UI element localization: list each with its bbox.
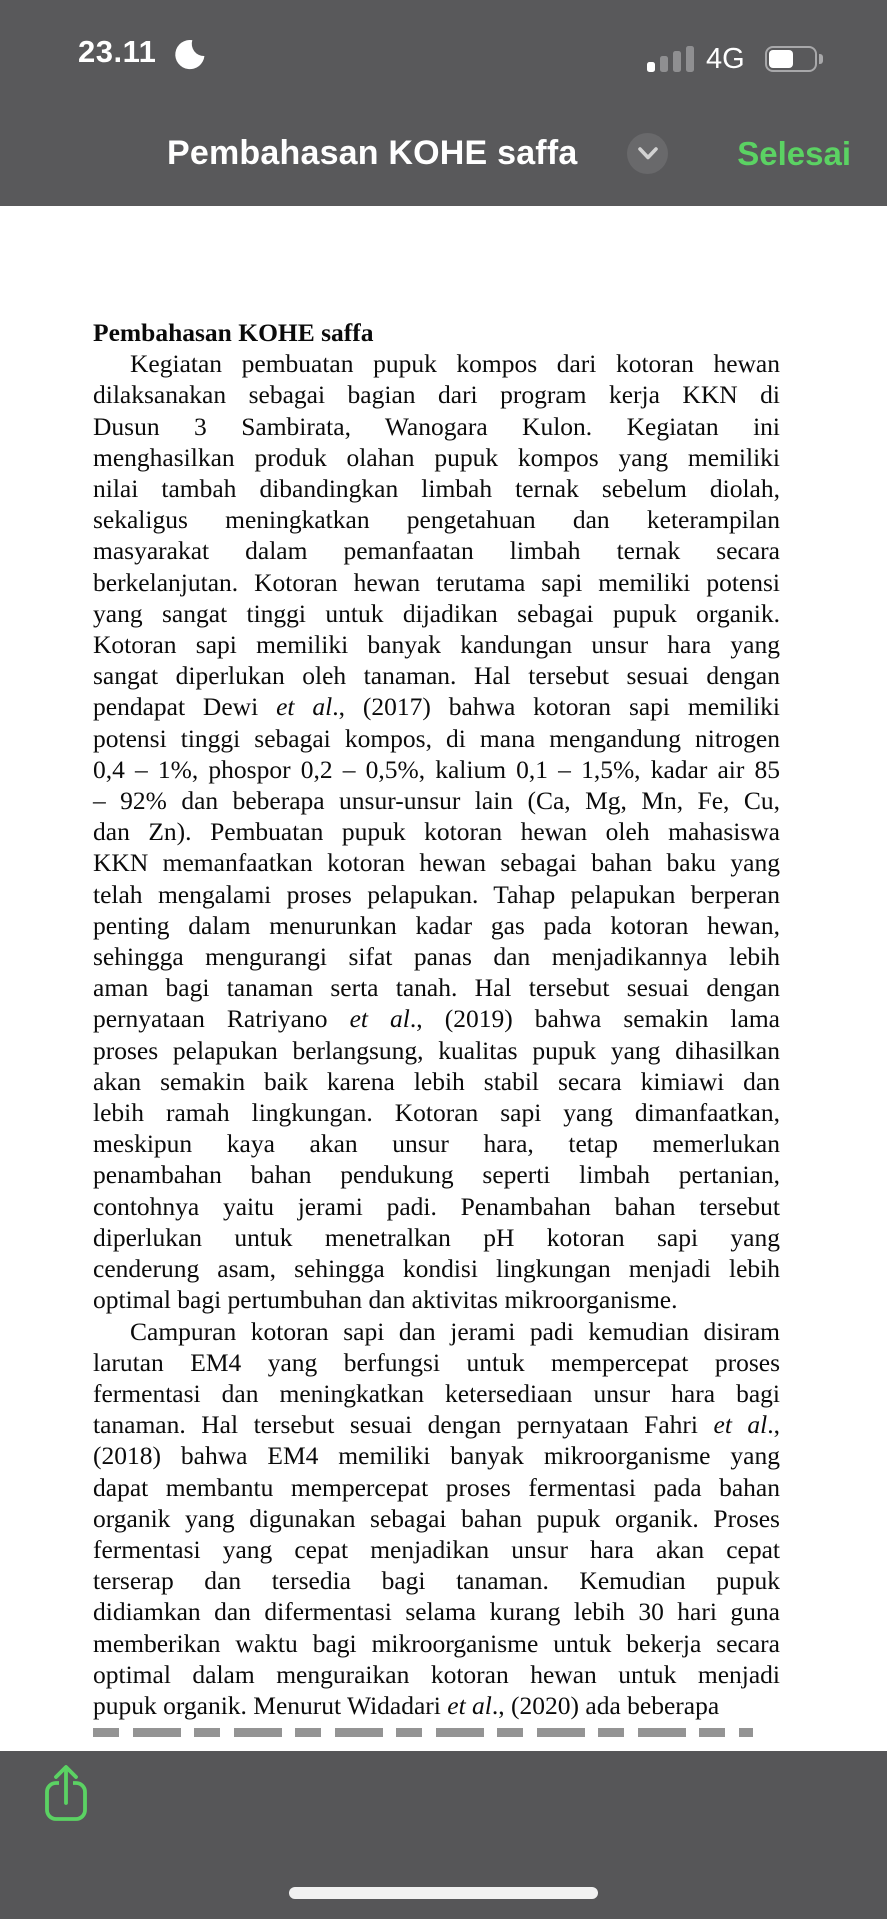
- signal-bar: [660, 56, 668, 72]
- doc-line: menghasilkan produk olahan pupuk kompos yang memiliki: [93, 442, 780, 472]
- doc-line: dilaksanakan sebagai bagian dari program kerja KKN di: [93, 380, 780, 410]
- status-time: 23.11: [78, 34, 157, 69]
- doc-line: tanaman. Hal tersebut sesuai dengan pernyataan Fahri et al.,: [93, 1410, 780, 1440]
- doc-line: terserap dan tersedia bagi tanaman. Kemudian pupuk: [93, 1566, 780, 1596]
- doc-line: fermentasi dan meningkatkan ketersediaan unsur hara bagi: [93, 1378, 780, 1408]
- doc-line: Campuran kotoran sapi dan jerami padi kemudian disiram: [130, 1316, 780, 1346]
- done-button[interactable]: Selesai: [737, 135, 851, 172]
- doc-line: berkelanjutan. Kotoran hewan terutama sapi memiliki potensi: [93, 567, 780, 597]
- doc-line: nilai tambah dibandingkan limbah ternak sebelum diolah,: [93, 474, 780, 504]
- share-button[interactable]: [42, 1763, 90, 1823]
- document-title: Pembahasan KOHE saffa: [167, 134, 578, 172]
- signal-bar: [647, 62, 655, 72]
- doc-heading: Pembahasan KOHE saffa: [93, 318, 374, 347]
- doc-line: telah mengalami proses pelapukan. Tahap pelapukan berperan: [93, 879, 780, 909]
- doc-line: lebih ramah lingkungan. Kotoran sapi yang dimanfaatkan,: [93, 1098, 780, 1128]
- doc-line: diperlukan untuk menetralkan pH kotoran sapi yang: [93, 1222, 780, 1252]
- doc-line: Kotoran sapi memiliki banyak kandungan unsur hara yang: [93, 630, 780, 660]
- focus-moon-icon: [172, 37, 208, 73]
- doc-line: – 92% dan beberapa unsur-unsur lain (Ca, Mg, Mn, Fe, Cu,: [93, 786, 780, 816]
- doc-line: aman bagi tanaman serta tanah. Hal tersebut sesuai dengan: [93, 973, 780, 1003]
- doc-line: sehingga mengurangi sifat panas dan menjadikannya lebih: [93, 942, 780, 972]
- doc-line: dan Zn). Pembuatan pupuk kotoran hewan oleh mahasiswa: [93, 817, 780, 847]
- battery-fill: [769, 50, 793, 68]
- doc-line: penambahan bahan pendukung seperti limbah pertanian,: [93, 1160, 780, 1190]
- doc-paragraphs: [93, 348, 780, 1721]
- battery-cap: [819, 54, 823, 64]
- doc-line: pernyataan Ratriyano et al., (2019) bahwa semakin lama: [93, 1004, 780, 1034]
- document-body: [93, 206, 780, 1737]
- doc-line: masyarakat dalam pemanfaatan limbah ternak secara: [93, 536, 780, 566]
- doc-line: Dusun 3 Sambirata, Wanogara Kulon. Kegiatan ini: [93, 411, 780, 441]
- doc-line: 0,4 – 1%, phospor 0,2 – 0,5%, kalium 0,1 – 1,5%, kadar air 85: [93, 754, 780, 784]
- doc-line: optimal dalam menguraikan kotoran hewan untuk menjadi: [93, 1659, 780, 1689]
- doc-line: proses pelapukan berlangsung, kualitas pupuk yang dihasilkan: [93, 1035, 780, 1065]
- battery-icon: [765, 46, 827, 72]
- home-indicator[interactable]: [289, 1887, 598, 1899]
- title-menu-button[interactable]: [627, 133, 668, 174]
- cellular-signal-icon: [647, 45, 695, 72]
- chevron-down-icon: [638, 147, 658, 160]
- doc-line: meskipun kaya akan unsur hara, tetap memerlukan: [93, 1129, 780, 1159]
- doc-line: akan semakin baik karena lebih stabil secara kimiawi dan: [93, 1066, 780, 1096]
- doc-line: pendapat Dewi et al., (2017) bahwa kotoran sapi memiliki: [93, 692, 780, 722]
- doc-line: pupuk organik. Menurut Widadari et al., (2020) ada beberapa: [93, 1690, 720, 1720]
- bottom-toolbar: [0, 1751, 887, 1919]
- doc-line: sekaligus meningkatkan pengetahuan dan keterampilan: [93, 505, 780, 535]
- doc-line: dapat membantu mempercepat proses fermentasi pada bahan: [93, 1472, 780, 1502]
- doc-line: fermentasi yang cepat menjadikan unsur hara akan cepat: [93, 1534, 780, 1564]
- doc-line: optimal bagi pertumbuhan dan aktivitas mikroorganisme.: [93, 1285, 678, 1315]
- doc-line: Kegiatan pembuatan pupuk kompos dari kotoran hewan: [130, 349, 780, 379]
- doc-line: contohnya yaitu jerami padi. Penambahan bahan tersebut: [93, 1191, 780, 1221]
- doc-line: didiamkan dan difermentasi selama kurang lebih 30 hari guna: [93, 1597, 780, 1627]
- doc-line: penting dalam menurunkan kadar gas pada kotoran hewan,: [93, 910, 780, 940]
- doc-line: yang sangat tinggi untuk dijadikan sebagai pupuk organik.: [93, 598, 780, 628]
- document-page[interactable]: [0, 206, 887, 1919]
- network-type-label: 4G: [706, 43, 745, 75]
- doc-line: sangat diperlukan oleh tanaman. Hal tersebut sesuai dengan: [93, 661, 780, 691]
- doc-line: (2018) bahwa EM4 memiliki banyak mikroorganisme yang: [93, 1441, 780, 1471]
- doc-line: potensi tinggi sebagai kompos, di mana mengandung nitrogen: [93, 723, 780, 753]
- top-chrome: [0, 0, 887, 206]
- doc-line: cenderung asam, sehingga kondisi lingkungan menjadi lebih: [93, 1254, 780, 1284]
- signal-bar: [673, 51, 681, 72]
- doc-line: larutan EM4 yang berfungsi untuk mempercepat proses: [93, 1347, 780, 1377]
- signal-bar: [686, 46, 694, 72]
- doc-line: memberikan waktu bagi mikroorganisme untuk bekerja secara: [93, 1628, 780, 1658]
- share-icon: [42, 1763, 90, 1823]
- clipped-text-line: [93, 1728, 753, 1737]
- doc-line: organik yang digunakan sebagai bahan pupuk organik. Proses: [93, 1503, 780, 1533]
- doc-line: KKN memanfaatkan kotoran hewan sebagai bahan baku yang: [93, 848, 780, 878]
